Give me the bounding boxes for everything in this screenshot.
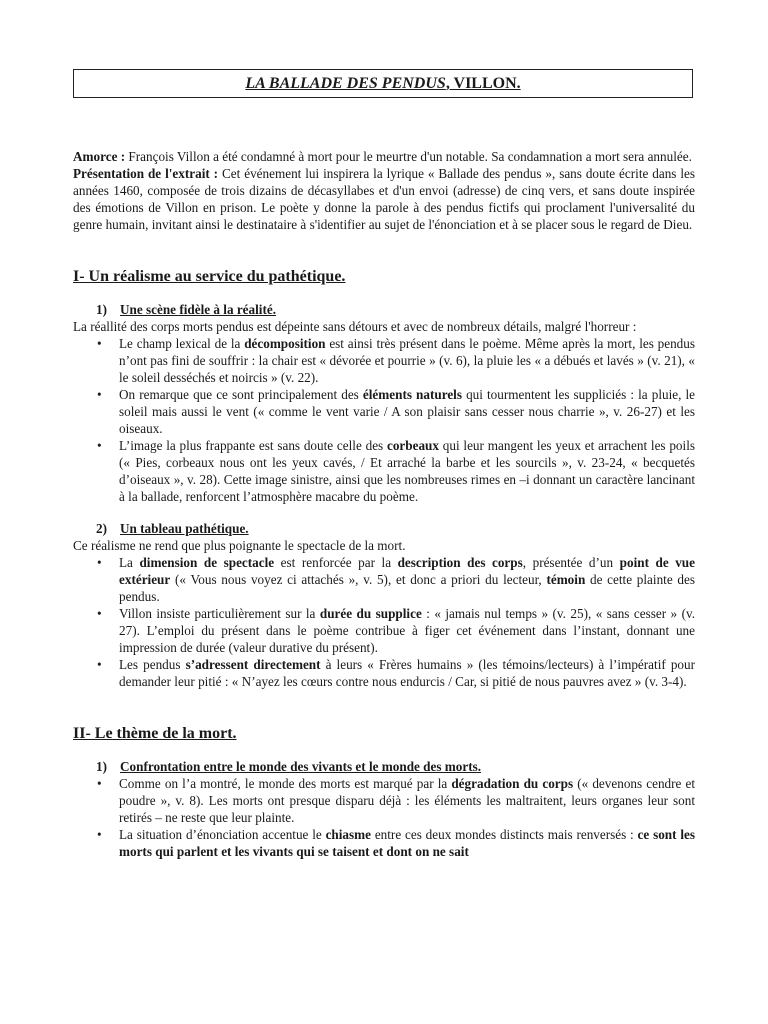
section-heading-2: II- Le thème de la mort. — [73, 725, 237, 742]
text-run: entre ces deux mondes distincts mais renversés : — [371, 827, 638, 842]
amorce-label: Amorce : — [73, 149, 126, 164]
text-run: est ainsi très présent dans le poème. Même après la mort, les pendus n’ont pas fini de souffrir : la chair est « dévorée et pourrie » (v. 6), la pluie les « a débués et lavés » (v. 21), « le soleil desséchés et noircis » (v. 22). — [119, 336, 696, 385]
bullet-icon: • — [97, 387, 102, 402]
list-item — [73, 656, 695, 690]
bullet-icon: • — [97, 555, 102, 570]
text-run: Comme on l’a montré, le monde des morts est marqué par la — [119, 776, 452, 791]
bold-term: éléments naturels — [362, 387, 462, 402]
bold-term: dégradation du corps — [451, 776, 574, 791]
bold-term: chiasme — [325, 827, 371, 842]
document-body — [73, 148, 695, 860]
text-run: La — [119, 555, 140, 570]
subsection-intro: Ce réalisme ne rend que plus poignante le spectacle de la mort. — [73, 538, 406, 553]
bullet-icon: • — [97, 336, 102, 351]
bullet-list — [73, 554, 695, 690]
text-run: Le champ lexical de la — [119, 336, 245, 351]
bullet-list — [73, 775, 695, 860]
subsection-label: Un tableau pathétique. — [120, 521, 249, 536]
text-run: qui leur mangent les yeux et arrachent les poils (« Pies, corbeaux nous ont les yeux cavés, / Et arraché la barbe et les sourcils », v. 23-24, « becquetés d’oiseaux », v. 28). Cette image sinistre, ainsi que les nombreuses rimes en –i donnant un caractère lancinant à la ballade, renforcent l’atmosphère macabre du poème. — [119, 438, 695, 504]
list-item — [73, 437, 695, 505]
list-item — [73, 826, 695, 860]
bullet-icon: • — [97, 606, 102, 621]
text-run: , présentée d’un — [522, 555, 620, 570]
subsection-heading-1-2 — [73, 520, 695, 537]
subsection-number: 2) — [96, 521, 107, 536]
subsection-intro: La réallité des corps morts pendus est dépeinte sans détours et avec de nombreux détails, malgré l'horreur : — [73, 319, 637, 334]
bold-term: description des corps — [397, 555, 523, 570]
bullet-icon: • — [97, 827, 102, 842]
text-run: qui tourmentent les suppliciés : la pluie, le soleil mais aussi le vent (« comme le vent varie / A son plaisir sans cesser nous charrie », v. 26-27) et les oiseaux. — [119, 387, 695, 436]
text-run: de cette plainte des pendus. — [119, 572, 695, 604]
title-italic: LA BALLADE DES PENDUS — [245, 75, 446, 92]
document-title — [73, 69, 693, 98]
list-item — [73, 605, 695, 656]
bold-term: décomposition — [244, 336, 326, 351]
list-item — [73, 386, 695, 437]
bold-term: point de vue extérieur — [119, 555, 695, 587]
amorce-text: François Villon a été condamné à mort pour le meurtre d'un notable. Sa condamnation a mort sera annulée. — [125, 149, 692, 164]
bold-term: dimension de spectacle — [139, 555, 275, 570]
text-run: L’image la plus frappante est sans doute celle des — [119, 438, 387, 453]
text-run: (« devenons cendre et poudre », v. 8). Les morts ont presque disparu déjà : les éléments les maltraitent, leurs organes leur sont retirés – ne reste que leur plainte. — [119, 776, 696, 825]
bullet-list — [73, 335, 695, 505]
bold-term: durée du supplice — [319, 606, 422, 621]
bold-term: corbeaux — [386, 438, 439, 453]
subsection-label: Une scène fidèle à la réalité. — [120, 302, 277, 317]
bold-term: témoin — [546, 572, 586, 587]
presentation-text: Cet événement lui inspirera la lyrique « Ballade des pendus », sans doute écrite dans les années 1460, composée de trois dizains de décasyllabes et d'un envoi (adresse) de cinq vers, et sans doute inspirée des émotions de Villon en prison. Le poète y donne la parole à des pendus fictifs qui proclament l'universalité du genre humain, invitant ainsi le destinataire à s'identifier au sujet de l'énonciation et à se placer sous le regard de Dieu. — [73, 166, 695, 232]
list-item — [73, 775, 695, 826]
text-run: La situation d’énonciation accentue le — [119, 827, 326, 842]
text-run: On remarque que ce sont principalement des — [119, 387, 363, 402]
text-run: Villon insiste particulièrement sur la — [119, 606, 320, 621]
bullet-icon: • — [97, 657, 102, 672]
presentation-paragraph — [73, 165, 695, 233]
subsection-number: 1) — [96, 302, 107, 317]
introduction — [73, 148, 695, 233]
text-run: : « jamais nul temps » (v. 25), « sans cesser » (v. 27). L’emploi du présent dans le poème contribue à figer cet événement dans l’instant, donnant une impression de durée (valeur durative du présent). — [119, 606, 695, 655]
bullet-icon: • — [97, 438, 102, 453]
amorce-paragraph — [73, 148, 695, 165]
text-run: Les pendus — [119, 657, 186, 672]
list-item — [73, 335, 695, 386]
title-author: , VILLON. — [445, 75, 521, 92]
text-run: est renforcée par la — [274, 555, 398, 570]
list-item — [73, 554, 695, 605]
subsection-number: 1) — [96, 759, 107, 774]
bold-term: ce sont les morts qui parlent et les vivants qui se taisent et dont on ne sait — [119, 827, 695, 859]
section-heading-1: I- Un réalisme au service du pathétique. — [73, 268, 346, 285]
subsection-heading-2-1 — [73, 758, 695, 775]
subsection-label: Confrontation entre le monde des vivants et le monde des morts. — [120, 759, 482, 774]
bullet-icon: • — [97, 776, 102, 791]
text-run: (« Vous nous voyez ci attachés », v. 5), et donc a priori du lecteur, — [170, 572, 547, 587]
bold-term: s’adressent directement — [185, 657, 321, 672]
text-run: à leurs « Frères humains » (les témoins/lecteurs) à l’impératif pour demander leur pitié : « N’ayez les cœurs contre nous endurcis / Car, si pitié de nous pauvres avez » (v. 3-4). — [119, 657, 695, 689]
presentation-label: Présentation de l'extrait : — [73, 166, 219, 181]
subsection-heading-1-1 — [73, 301, 695, 318]
